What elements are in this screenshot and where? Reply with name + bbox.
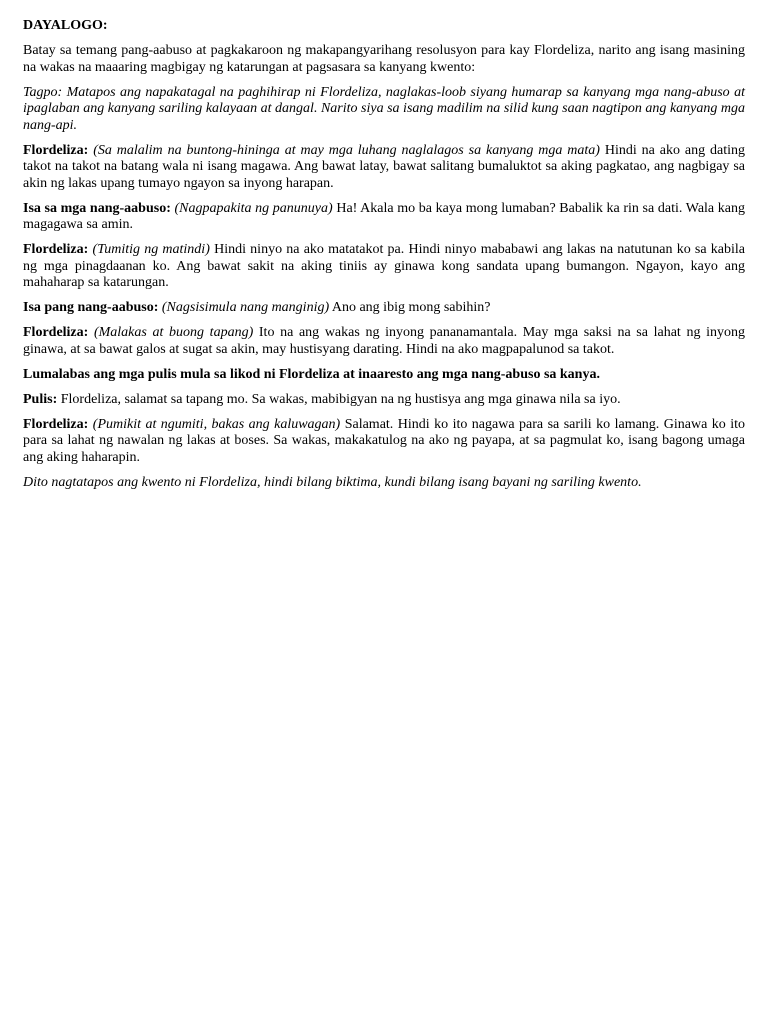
speaker-name: Flordeliza:	[23, 242, 89, 257]
dialogue-text: Ito na ang wakas ng inyong pananamantala. May mga saksi na sa lahat ng inyong ginawa, at sa bawat galos at sugat sa akin, may hustisyang darating. Hindi na ako magpapalunod sa takot.	[23, 325, 746, 357]
intro-paragraph: Batay sa temang pang-aabuso at pagkakaroon ng makapangyarihang resolusyon para kay Flordeliza, narito ang isang masining na wakas na maaaring magbigay ng katarungan at pagsasara sa kanyang kwento:	[23, 43, 745, 75]
closing-paragraph: Dito nagtatapos ang kwento ni Flordeliza, hindi bilang biktima, kundi bilang isang bayani ng sariling kwento.	[23, 474, 642, 490]
dialogue-line	[23, 300, 745, 317]
document-heading: DAYALOGO:	[23, 18, 108, 33]
dialogue-line	[23, 143, 745, 193]
stage-direction: (Nagpapakita ng panunuya)	[174, 200, 333, 216]
speaker-name: Isa pang nang-aabuso:	[23, 300, 159, 315]
action-paragraph: Lumalabas ang mga pulis mula sa likod ni Flordeliza at inaaresto ang mga nang-abuso sa kanya.	[23, 366, 600, 382]
document-page	[0, 0, 768, 491]
dialogue-line	[23, 392, 745, 409]
stage-direction: (Pumikit at ngumiti, bakas ang kaluwagan)	[92, 416, 341, 432]
dialogue-line	[23, 242, 745, 292]
speaker-name: Flordeliza:	[23, 416, 89, 432]
speaker-name: Flordeliza:	[23, 325, 89, 340]
stage-direction: (Nagsisimula nang manginig)	[161, 300, 330, 315]
dialogue-line	[23, 201, 745, 234]
dialogue-text: Salamat. Hindi ko ito nagawa para sa sarili ko lamang. Ginawa ko ito para sa lahat ng nawalan ng lakas at boses. Sa wakas, makakatulog na ako ng payapa, at sa pagmulat ko, isang bagong umaga ang aking haharapin.	[23, 416, 746, 465]
speaker-name: Pulis:	[23, 391, 58, 407]
dialogue-text: Flordeliza, salamat sa tapang mo. Sa wakas, mabibigyan na ng hustisya ang mga ginawa nila sa iyo.	[60, 391, 621, 407]
dialogue-line	[23, 417, 745, 467]
stage-direction: (Malakas at buong tapang)	[93, 325, 254, 340]
dialogue-text: Ano ang ibig mong sabihin?	[331, 300, 491, 315]
dialogue-text: Hindi na ako ang dating takot na takot na batang wala ni isang magawa. Ang bawat latay, bawat salitang bumaluktot sa aking pagkatao, ang nagbigay sa akin ng lakas upang tumayo ngayon sa inyong harapan.	[23, 142, 746, 191]
stage-direction: (Sa malalim na buntong-hininga at may mga luhang naglalagos sa kanyang mga mata)	[93, 142, 600, 158]
speaker-name: Flordeliza:	[23, 142, 89, 158]
dialogue-text: Hindi ninyo na ako matatakot pa. Hindi ninyo mababawi ang lakas na natutunan ko sa kabila ng mga pinagdaanan ko. Ang bawat sakit na aking tiniis ay ginawa kong sandata upang bumangon. Ngayon, kayo ang mahaharap sa katarungan.	[23, 242, 745, 290]
dialogue-line	[23, 325, 745, 358]
stage-direction: (Tumitig ng matindi)	[92, 242, 210, 257]
dialogue-text: Ha! Akala mo ba kaya mong lumaban? Babalik ka rin sa dati. Wala kang magagawa sa amin.	[23, 200, 746, 232]
setting-paragraph: Tagpo: Matapos ang napakatagal na paghihirap ni Flordeliza, naglakas-loob siyang humarap sa kanyang mga nang-abuso at ipaglaban ang kanyang sariling kalayaan at dangal. Narito siya sa isang madilim na silid kung saan nagtipon ang kanyang mga nang-api.	[23, 84, 745, 133]
speaker-name: Isa sa mga nang-aabuso:	[23, 200, 171, 216]
